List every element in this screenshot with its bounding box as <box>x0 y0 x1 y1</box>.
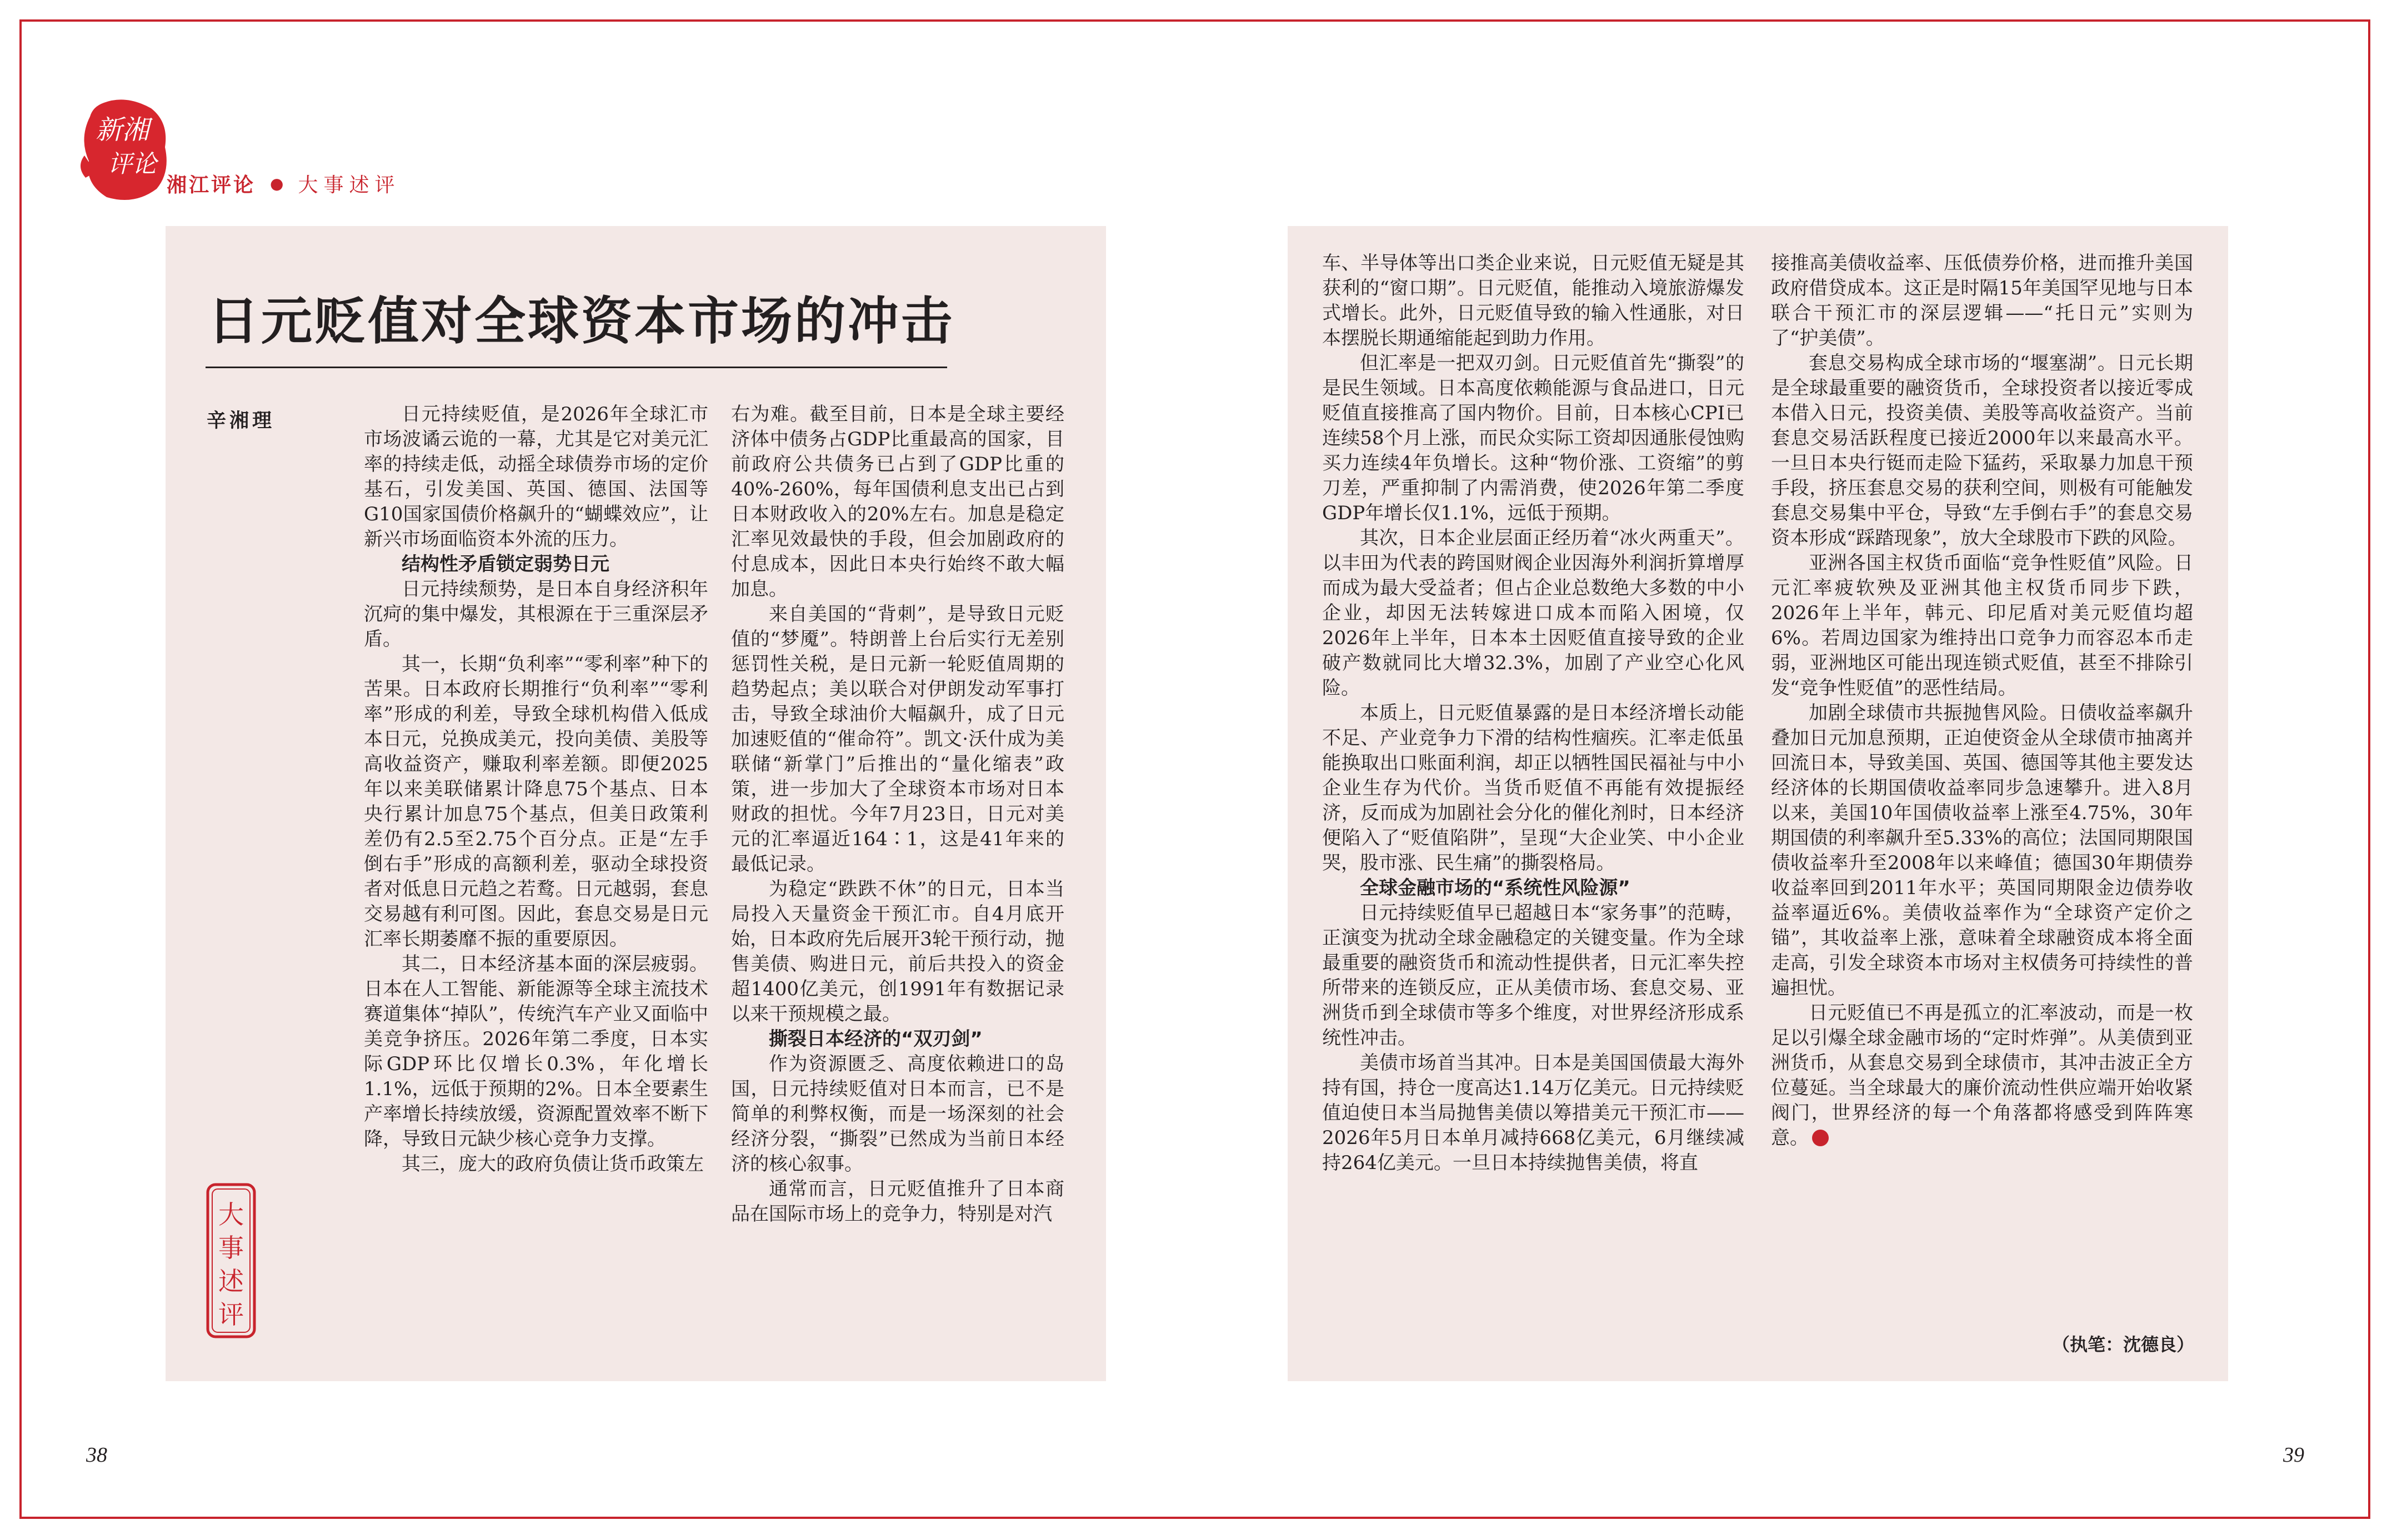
paragraph: 日元持续贬值，是2026年全球汇市市场波谲云诡的一幕，尤其是它对美元汇率的持续走低，动摇全球债券市场的定价基石，引发美国、英国、德国、法国等G10国家国债价格飙升的“蝴蝶效应”，让新兴市场面临资本外流的压力。 <box>364 403 708 550</box>
svg-text:事: 事 <box>218 1233 244 1263</box>
paragraph: 通常而言，日元贬值推升了日本商品在国际市场上的竞争力，特别是对汽 <box>731 1178 1064 1225</box>
text-column-3 <box>1322 251 1744 1176</box>
paragraph: 其二，日本经济基本面的深层疲弱。日本在人工智能、新能源等全球主流技术赛道集体“掉队”，传统汽车产业又面临中美竞争挤压。2026年第二季度，日本实际GDP环比仅增长0.3%，年化增长1.1%，远低于预期的2%。日本全要素生产率增长持续放缓，资源配置效率不断下降，导致日元缺少核心竞争力支撑。 <box>364 953 708 1150</box>
article-author: 辛湘理 <box>207 409 276 432</box>
end-mark-icon <box>1812 1130 1829 1146</box>
paragraph: 其一，长期“负利率”“零利率”种下的苦果。日本政府长期推行“负利率”“零利率”形成的利差，导致全球机构借入低成本日元，兑换成美元，投向美债、美股等高收益资产，赚取利率差额。即便2025年以来美联储累计降息75个基点、日本央行累计加息75个基点，但美日政策利差仍有2.5至2.75个百分点。正是“左手倒右手”形成的高额利差，驱动全球投资者对低息日元趋之若鹜。日元越弱，套息交易越有利可图。因此，套息交易是日元汇率长期萎靡不振的重要原因。 <box>364 653 708 950</box>
paragraph: 套息交易构成全球市场的“堰塞湖”。日元长期是全球最重要的融资货币，全球投资者以接近零成本借入日元，投资美债、美股等高收益资产。当前套息交易活跃程度已接近2000年以来最高水平。一旦日本央行铤而走险下猛药，采取暴力加息干预手段，挤压套息交易的获利空间，则极有可能触发套息交易集中平仓，导致“左手倒右手”的套息交易资本形成“踩踏现象”，放大全球股市下跌的风险。 <box>1771 352 2193 549</box>
article-title: 日元贬值对全球资本市场的冲击 <box>208 291 955 351</box>
paragraph: 来自美国的“背刺”，是导致日元贬值的“梦魇”。特朗普上台后实行无差别惩罚性关税，是日元新一轮贬值周期的趋势起点；美以联合对伊朗发动军事打击，导致全球油价大幅飙升，成了日元加速贬值的“催命符”。凯文·沃什成为美联储“新掌门”后推出的“量化缩表”政策，进一步加大了全球资本市场对日本财政的担忧。今年7月23日，日元对美元的汇率逼近164∶1，这是41年来的最低记录。 <box>731 603 1064 875</box>
paragraph: 其次，日本企业层面正经历着“冰火两重天”。以丰田为代表的跨国财阀企业因海外利润折算增厚而成为最大受益者；但占企业总数绝大多数的中小企业，却因无法转嫁进口成本而陷入困境，仅2026年上半年，日本本土因贬值直接导致的企业破产数就同比大增32.3%，加剧了产业空心化风险。 <box>1322 527 1744 699</box>
svg-text:评论: 评论 <box>108 150 157 178</box>
svg-text:新湘: 新湘 <box>96 114 149 146</box>
magazine-logo-seal <box>73 94 173 205</box>
paragraph: 美债市场首当其冲。日本是美国国债最大海外持有国，持仓一度高达1.14万亿美元。日元持续贬值迫使日本当局抛售美债以筹措美元干预汇市——2026年5月日本单月减持668亿美元，6月继续减持264亿美元。一旦日本持续抛售美债，将直 <box>1322 1052 1744 1174</box>
section-header <box>167 167 400 200</box>
paragraph: 加剧全球债市共振抛售风险。日债收益率飙升叠加日元加息预期，正迫使资金从全球债市抽离并回流日本，导致美国、英国、德国等其他主要发达经济体的长期国债收益率同步急速攀升。进入8月以来，美国10年国债收益率上涨至4.75%，30年期国债的利率飙升至5.33%的高位；法国同期限国债收益率升至2008年以来峰值；德国30年期债券收益率回到2011年水平；英国同期限金边债券收益率逼近6%。美债收益率作为“全球资产定价之锚”，其收益率上涨，意味着全球融资成本将全面走高，引发全球资本市场对主权债务可持续性的普遍担忧。 <box>1771 702 2193 999</box>
article-editor: （执笔：沈德良） <box>2051 1334 2194 1355</box>
paragraph: 接推高美债收益率、压低债券价格，进而推升美国政府借贷成本。这正是时隔15年美国罕见地与日本联合干预汇市的深层逻辑——“托日元”实则为了“护美债”。 <box>1771 252 2193 349</box>
section-name: 湘江评论 <box>167 173 256 197</box>
column-name: 大事述评 <box>298 173 401 197</box>
paragraph: 日元贬值已不再是孤立的汇率波动，而是一枚足以引爆全球金融市场的“定时炸弹”。从美债到亚洲货币，从套息交易到全球债市，其冲击波正全方位蔓延。当全球最大的廉价流动性供应端开始收紧阀门，世界经济的每一个角落都将感受到阵阵寒意。 <box>1771 1002 2193 1149</box>
column-stamp <box>203 1180 259 1341</box>
text-column-1 <box>364 402 708 1177</box>
paragraph: 本质上，日元贬值暴露的是日本经济增长动能不足、产业竞争力下滑的结构性痼疾。汇率走低虽能换取出口账面利润，却正以牺牲国民福祉与中小企业生存为代价。当货币贬值不再能有效提振经济，反而成为加剧社会分化的催化剂时，日本经济便陷入了“贬值陷阱”，呈现“大企业笑、中小企业哭，股市涨、民生痛”的撕裂格局。 <box>1322 702 1744 874</box>
section-heading: 结构性矛盾锁定弱势日元 <box>402 553 609 575</box>
header-separator-dot: ● <box>270 174 284 193</box>
paragraph: 作为资源匮乏、高度依赖进口的岛国，日元持续贬值对日本而言，已不是简单的利弊权衡，而是一场深刻的社会经济分裂，“撕裂”已然成为当前日本经济的核心叙事。 <box>731 1053 1064 1175</box>
paragraph: 但汇率是一把双刃剑。日元贬值首先“撕裂”的是民生领域。日本高度依赖能源与食品进口，日元贬值直接推高了国内物价。目前，日本核心CPI已连续58个月上涨，而民众实际工资却因通胀侵蚀购买力连续4年负增长。这种“物价涨、工资缩”的剪刀差，严重抑制了内需消费，使2026年第二季度GDP年增长仅1.1%，远低于预期。 <box>1322 352 1744 524</box>
paragraph: 亚洲各国主权货币面临“竞争性贬值”风险。日元汇率疲软殃及亚洲其他主权货币同步下跌，2026年上半年，韩元、印尼盾对美元贬值均超6%。若周边国家为维持出口竞争力而容忍本币走弱，亚洲地区可能出现连锁式贬值，甚至不排除引发“竞争性贬值”的恶性结局。 <box>1771 552 2193 699</box>
text-column-4 <box>1771 251 2193 1151</box>
page-number-left: 38 <box>86 1443 107 1467</box>
paragraph: 日元持续颓势，是日本自身经济积年沉疴的集中爆发，其根源在于三重深层矛盾。 <box>364 578 708 650</box>
svg-text:大: 大 <box>218 1200 244 1230</box>
section-heading: 撕裂日本经济的“双刃剑” <box>769 1028 983 1050</box>
svg-text:述: 述 <box>218 1266 244 1296</box>
text-column-2 <box>731 402 1064 1227</box>
paragraph: 为稳定“跌跌不休”的日元，日本当局投入天量资金干预汇市。自4月底开始，日本政府先后展开3轮干预行动，抛售美债、购进日元，前后共投入的资金超1400亿美元，创1991年有数据记录以来干预规模之最。 <box>731 878 1064 1025</box>
paragraph: 右为难。截至目前，日本是全球主要经济体中债务占GDP比重最高的国家，目前政府公共债务已占到了GDP比重的40%-260%，每年国债利息支出已占到日本财政收入的20%左右。加息是稳定汇率见效最快的手段，但会加剧政府的付息成本，因此日本央行始终不敢大幅加息。 <box>731 403 1064 600</box>
svg-text:评: 评 <box>218 1300 244 1330</box>
title-underline <box>206 367 947 368</box>
paragraph: 日元持续贬值早已超越日本“家务事”的范畴，正演变为扰动全球金融稳定的关键变量。作为全球最重要的融资货币和流动性提供者，日元汇率失控所带来的连锁反应，正从美债市场、套息交易、亚洲货币到全球债市等多个维度，对世界经济形成系统性冲击。 <box>1322 902 1744 1049</box>
paragraph: 其三，庞大的政府负债让货币政策左 <box>402 1153 704 1175</box>
paragraph: 车、半导体等出口类企业来说，日元贬值无疑是其获利的“窗口期”。日元贬值，能推动入境旅游爆发式增长。此外，日元贬值导致的输入性通胀，对日本摆脱长期通缩能起到助力作用。 <box>1322 252 1744 349</box>
page-number-right: 39 <box>2283 1443 2304 1467</box>
section-heading: 全球金融市场的“系统性风险源” <box>1360 877 1630 899</box>
